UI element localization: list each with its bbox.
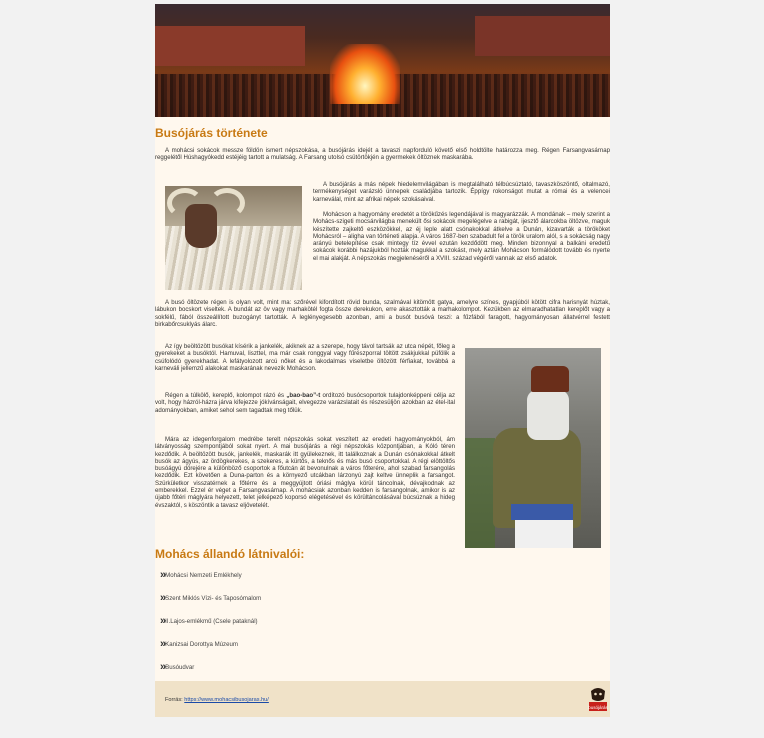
busó-costume-photo bbox=[465, 348, 601, 548]
hero-fire bbox=[330, 44, 400, 104]
article-page bbox=[155, 4, 610, 717]
busojaras-logo bbox=[587, 685, 609, 713]
hero-building-right bbox=[475, 16, 610, 56]
paragraph-3: A busó öltözete régen is olyan volt, mint ma: szőrével kifordított rövid bunda, szalmával kitömött gatya, amelyre színes, gyapjúból kötött cifra harisnyát húztak, lábukon bocskort viseltek. A bundát az öv vagy marhakötél fogta össze derekukon, erre akasztották a marhakolompot. Kezükben az elmaradhatatlan kereplőt vagy a sokfélű, fából összeállított buzogányt tartották. A leglényegesebb azonban, ami a busót busóvá teszi: a fűzfából faragott, hagyományosan állatvérrel festett birkabőrcsuklyás álarc. bbox=[155, 299, 610, 328]
photo2-hat bbox=[531, 366, 569, 392]
hero-building-left bbox=[155, 26, 305, 66]
paragraph-5 bbox=[155, 392, 455, 414]
photo-mask bbox=[185, 204, 217, 248]
photo2-face bbox=[527, 390, 569, 440]
logo-text: busójárás bbox=[588, 705, 608, 710]
double-chevron-icon: » bbox=[160, 615, 164, 627]
sight-item: » Szent Miklós Vízi- és Taposómalom bbox=[160, 592, 262, 604]
source-line: Forrás: https://www.mohacsibusojaras.hu/ bbox=[165, 697, 269, 703]
photo2-sash bbox=[511, 504, 573, 520]
double-chevron-icon: » bbox=[160, 592, 164, 604]
sight-item: » Kanizsai Dorottya Múzeum bbox=[160, 638, 238, 650]
sight-item: » Busóudvar bbox=[160, 661, 195, 673]
sight-item: » II.Lajos-emlékmű (Csele pataknál) bbox=[160, 615, 258, 627]
paragraph-2: Mohácson a hagyomány eredetét a törökűzés legendájával is magyarázzák. A mondának – mely szerint a Mohács-szigeti mocsárvilágba menekült ősi sokácok megelégelve a rabigát, ijesztő álarcokba öltözve, maguk készítette zajkeltő eszközökkel, az éj leple alatt csónakokkal átkelve a Dunán, kizavarták a törököket Mohácsról – aligha van történeti alapja. A város 1687-ben szabadult fel a török uralom alól, s a sokácság nagy arányú betelepítése csak mintegy tíz évvel ezután kezdődött meg. Minden bizonnyal a balkáni eredetű sokácok korábbi hazájukból hozták magukkal a szokást, mely aztán Mohácson formálódott tovább és nyerte el mai alakját. A népszokás megjelenéséről a XVIII. század végéről vannak az első adatok. bbox=[313, 211, 610, 262]
hero-bonfire-image bbox=[155, 4, 610, 117]
double-chevron-icon: » bbox=[160, 661, 164, 673]
bao-bao-quote: „bao-bao”-t bbox=[286, 392, 321, 399]
double-chevron-icon: » bbox=[160, 638, 164, 650]
intro-paragraph: A mohácsi sokácok messze földön ismert népszokása, a busójárás idejét a tavaszi napforduló követő első holdtölte határozza meg. Régen Farsangvasárnap reggelétől Húshagyókedd estéjéig tartott a mulatság. A Farsang utolsó csütörtökjén a gyermekek öltöznek maskarába. bbox=[155, 147, 610, 162]
sight-item: » Mohácsi Nemzeti Emlékhely bbox=[160, 569, 242, 581]
double-chevron-icon: » bbox=[160, 569, 164, 581]
busó-mask-photo bbox=[165, 186, 302, 290]
page-title: Busójárás története bbox=[155, 126, 268, 140]
footer bbox=[155, 681, 610, 717]
paragraph-6: Mára az idegenforgalom medrébe terelt népszokás sokat veszített az eredeti hagyományokból, ám látványosság szempontjából sokat nyert. A mai busójárás a régi népszokás központjában, a Kóló téren kezdődik. A beöltözött busók, jankelék, maskarák itt gyülekeznek, itt találkoznak a Dunán csónakokkal átkelt busók az ágyús, az ördögkerekes, a szekeres, a kürtős, a teknős és más busó csoportokkal. A régi elöttöltős busóágyú dörejére a különböző csoportok a főutcán át bevonulnak a város főterére, ahol szabad farsangolás kezdődik. Ezt követően a Duna-parton és a környező utcákban lárzonyú zajt keltve ünneplik a farsangot. Szürkületkor visszatérnek a főtérre és a meggyújtott óriási máglya körül táncolnak, dévajkodnak az emberekkel. Ezzel ér véget a Farsangvasárnap. A mohácsiak azonban kedden is farsangolnak, amikor is az újabb főtéri máglyára helyezett, telet jelképező koporsó elégetésével és körültáncolásával búcsúznak a hideg évszaktól, s köszöntik a tavasz eljövetelét. bbox=[155, 436, 455, 509]
paragraph-1: A busójárás a más népek hiedelemvilágában is megtalálható télbúcsúztató, tavaszköszöntő, oltalmazó, termékenységet varázsló ünnepek családjába tartozik. Éppígy rokonságot mutat a római és a velencei karneválal, mint az afrikai népek szokásaival. bbox=[313, 181, 610, 203]
photo2-grass bbox=[465, 438, 495, 548]
paragraph-4: Az így beöltözött busókat kísérik a jankelék, akiknek az a szerepe, hogy távol tartsák az utca népét, főleg a gyerekeket a busóktól. Hamuval, liszttel, ma már csak ronggyal vagy fűrészporral töltött zsákjukkal püfölik a csúfolódó gyerekhadat. A lefátyolozott arcú nőket és a lakodalmas viseletbe öltözött férfiakat, továbbá a karneváli jellemzű alakokat maskarának nevezik Mohácson. bbox=[155, 343, 455, 372]
sights-title: Mohács állandó látnivalói: bbox=[155, 547, 305, 561]
paragraph-5-end: ordítozó busócsoportok tulajdonképpeni célja az volt, hogy házról-házra járva kifejezze jókívánságait, elvegezze varázslatait és részesüljön azokban az étel-ital adományokban, amiket sehol sem tagadtak meg tőlük. bbox=[155, 392, 455, 414]
paragraph-5-start: Régen a túlkölő, kereplő, kolompot rázó és bbox=[165, 392, 287, 399]
source-link[interactable]: https://www.mohacsibusojaras.hu/ bbox=[184, 697, 269, 703]
